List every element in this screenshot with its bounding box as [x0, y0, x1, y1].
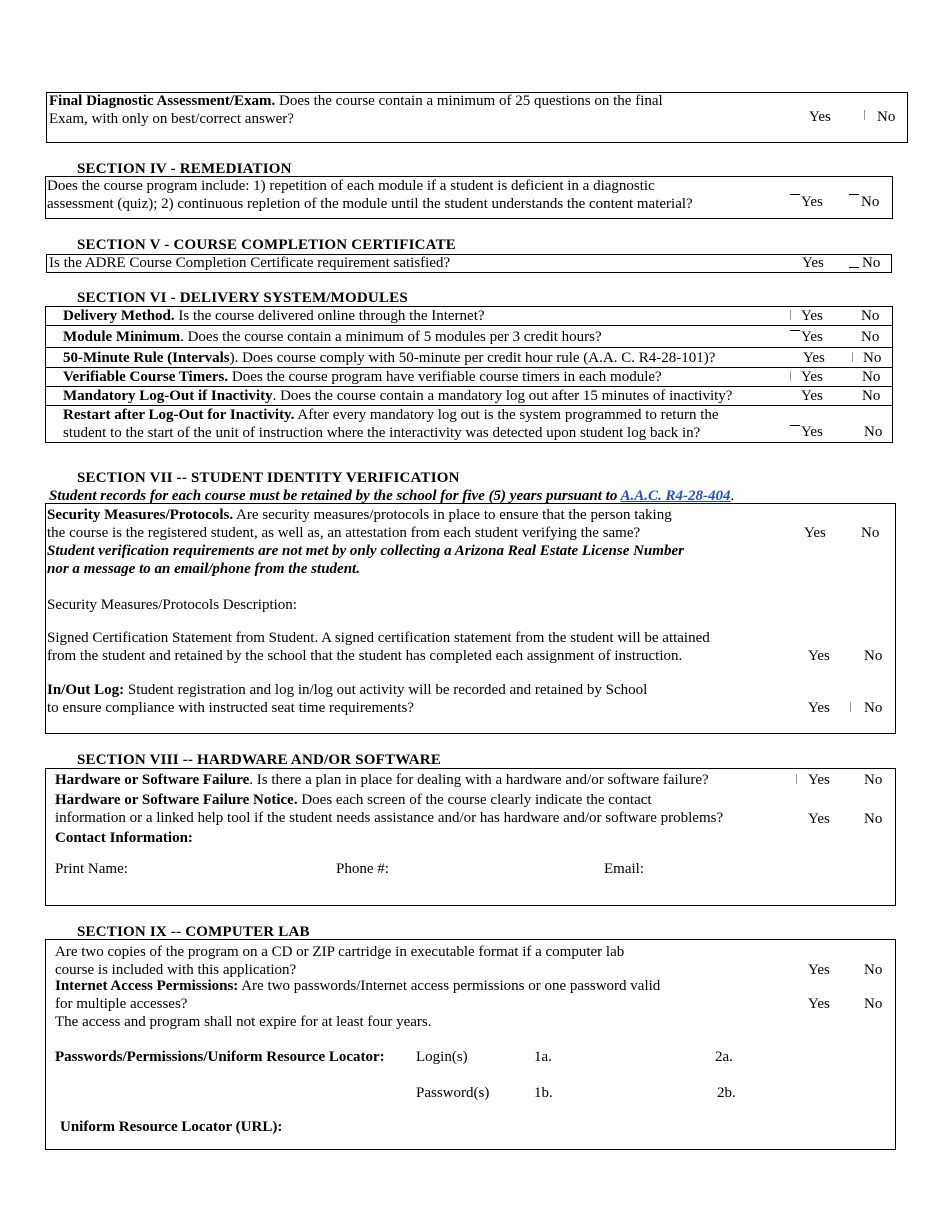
checkbox-mark	[796, 774, 797, 784]
row-divider	[45, 347, 893, 348]
security-description-label: Security Measures/Protocols Description:	[47, 597, 297, 613]
inout-log-yes[interactable]: Yes	[808, 700, 830, 716]
checkbox-mark	[790, 425, 800, 426]
checkbox-mark	[852, 352, 853, 362]
hardware-failure-no[interactable]: No	[864, 772, 883, 788]
security-measures-question: Security Measures/Protocols. Are security measures/protocols in place to ensure that the person taking the course is the registered student, as well as, an attestation from each student verifying the same?	[47, 507, 672, 541]
certificate-question: Is the ADRE Course Completion Certificate requirement satisfied?	[49, 255, 451, 271]
checkbox-mark	[849, 267, 859, 268]
aac-r4-28-404-link[interactable]: A.A.C. R4-28-404	[620, 488, 731, 504]
signed-certification-statement: Signed Certification Statement from Student. A signed certification statement from the student will be attained from the student and retained by the school that the student has completed each assignment of instruction.	[47, 630, 710, 664]
section-vi-title: SECTION VI - DELIVERY SYSTEM/MODULES	[77, 290, 408, 306]
restart-logout-no[interactable]: No	[864, 424, 883, 440]
row-divider	[45, 325, 893, 326]
program-copies-yes[interactable]: Yes	[808, 962, 830, 978]
final-exam-yes[interactable]: Yes	[809, 109, 831, 125]
contact-information-label: Contact Information:	[55, 830, 193, 846]
course-timers-question: Verifiable Course Timers. Does the course program have verifiable course timers in each module?	[63, 369, 662, 385]
program-copies-no[interactable]: No	[864, 962, 883, 978]
course-timers-yes[interactable]: Yes	[801, 369, 823, 385]
module-minimum-no[interactable]: No	[861, 329, 880, 345]
module-minimum-question: Module Minimum. Does the course contain a minimum of 5 modules per 3 credit hours?	[63, 329, 602, 345]
course-timers-no[interactable]: No	[862, 369, 881, 385]
checkbox-mark	[850, 702, 851, 712]
restart-logout-question: Restart after Log-Out for Inactivity. After every mandatory log out is the system programmed to return the student to the start of the unit of instruction where the interactivity was detected upon student log back in?	[63, 407, 719, 441]
checkbox-mark	[790, 310, 791, 320]
restart-logout-yes[interactable]: Yes	[801, 424, 823, 440]
hardware-failure-yes[interactable]: Yes	[808, 772, 830, 788]
fifty-minute-question: 50-Minute Rule (Intervals). Does course comply with 50-minute per credit hour rule (A.A. C. R4-28-101)?	[63, 350, 716, 366]
remediation-question: Does the course program include: 1) repetition of each module if a student is deficient in a diagnostic assessment (quiz); 2) continuous repletion of the module until the student understands the content material?	[47, 178, 693, 212]
email-field[interactable]: Email:	[604, 861, 644, 877]
internet-access-yes[interactable]: Yes	[808, 996, 830, 1012]
mandatory-logout-yes[interactable]: Yes	[801, 388, 823, 404]
certificate-no[interactable]: No	[862, 255, 881, 271]
certificate-yes[interactable]: Yes	[802, 255, 824, 271]
section-v-title: SECTION V - COURSE COMPLETION CERTIFICATE	[77, 237, 456, 253]
delivery-method-no[interactable]: No	[861, 308, 880, 324]
security-measures-no[interactable]: No	[861, 525, 880, 541]
signed-certification-no[interactable]: No	[864, 648, 883, 664]
final-exam-no[interactable]: No	[877, 109, 896, 125]
security-measures-yes[interactable]: Yes	[804, 525, 826, 541]
checkbox-mark	[864, 110, 865, 120]
internet-access-no[interactable]: No	[864, 996, 883, 1012]
failure-notice-question: Hardware or Software Failure Notice. Does each screen of the course clearly indicate the contact information or a linked help tool if the student needs assistance and/or has hardware and/or software problems?	[55, 792, 724, 826]
passwords-permissions-label: Passwords/Permissions/Uniform Resource Locator:	[55, 1049, 385, 1065]
hardware-failure-question: Hardware or Software Failure. Is there a plan in place for dealing with a hardware and/or software failure?	[55, 772, 709, 788]
checkbox-mark	[849, 194, 859, 195]
mandatory-logout-no[interactable]: No	[862, 388, 881, 404]
failure-notice-no[interactable]: No	[864, 811, 883, 827]
verification-requirements-note: Student verification requirements are not met by only collecting a Arizona Real Estate License Number nor a message to an email/phone from the student.	[47, 543, 684, 577]
password-2b-field[interactable]: 2b.	[717, 1085, 736, 1101]
delivery-method-question: Delivery Method. Is the course delivered online through the Internet?	[63, 308, 485, 324]
checkbox-mark	[790, 330, 800, 331]
url-label[interactable]: Uniform Resource Locator (URL):	[60, 1119, 283, 1135]
phone-field[interactable]: Phone #:	[336, 861, 389, 877]
section-vii-title: SECTION VII -- STUDENT IDENTITY VERIFICATION	[77, 470, 460, 486]
delivery-method-yes[interactable]: Yes	[801, 308, 823, 324]
internet-access-question: Internet Access Permissions: Are two passwords/Internet access permissions or one password valid for multiple accesses? The access and program shall not expire for at least four years.	[55, 978, 661, 1030]
remediation-yes[interactable]: Yes	[801, 194, 823, 210]
inout-log-question: In/Out Log: Student registration and log in/log out activity will be recorded and retained by School to ensure compliance with instructed seat time requirements?	[47, 682, 648, 716]
mandatory-logout-question: Mandatory Log-Out if Inactivity. Does the course contain a mandatory log out after 15 minutes of inactivity?	[63, 388, 733, 404]
login-1a-field[interactable]: 1a.	[534, 1049, 552, 1065]
password-1b-field[interactable]: 1b.	[534, 1085, 553, 1101]
fifty-minute-no[interactable]: No	[863, 350, 882, 366]
module-minimum-yes[interactable]: Yes	[801, 329, 823, 345]
section-ix-title: SECTION IX -- COMPUTER LAB	[77, 924, 310, 940]
records-retention-note: Student records for each course must be retained by the school for five (5) years pursuant to A.A.C. R4-28-404.	[49, 488, 735, 504]
final-exam-question: Final Diagnostic Assessment/Exam. Does the course contain a minimum of 25 questions on the final Exam, with only on best/correct answer?	[49, 93, 663, 127]
login-2a-field[interactable]: 2a.	[715, 1049, 733, 1065]
failure-notice-yes[interactable]: Yes	[808, 811, 830, 827]
logins-label: Login(s)	[416, 1049, 468, 1065]
checkbox-mark	[790, 371, 791, 381]
checkbox-mark	[790, 194, 800, 195]
section-viii-title: SECTION VIII -- HARDWARE AND/OR SOFTWARE	[77, 752, 442, 768]
passwords-label: Password(s)	[416, 1085, 490, 1101]
print-name-field[interactable]: Print Name:	[55, 861, 128, 877]
fifty-minute-yes[interactable]: Yes	[803, 350, 825, 366]
inout-log-no[interactable]: No	[864, 700, 883, 716]
signed-certification-yes[interactable]: Yes	[808, 648, 830, 664]
remediation-no[interactable]: No	[861, 194, 880, 210]
section-iv-title: SECTION IV - REMEDIATION	[77, 161, 292, 177]
program-copies-question: Are two copies of the program on a CD or ZIP cartridge in executable format if a computer lab course is included with this application?	[55, 944, 625, 978]
